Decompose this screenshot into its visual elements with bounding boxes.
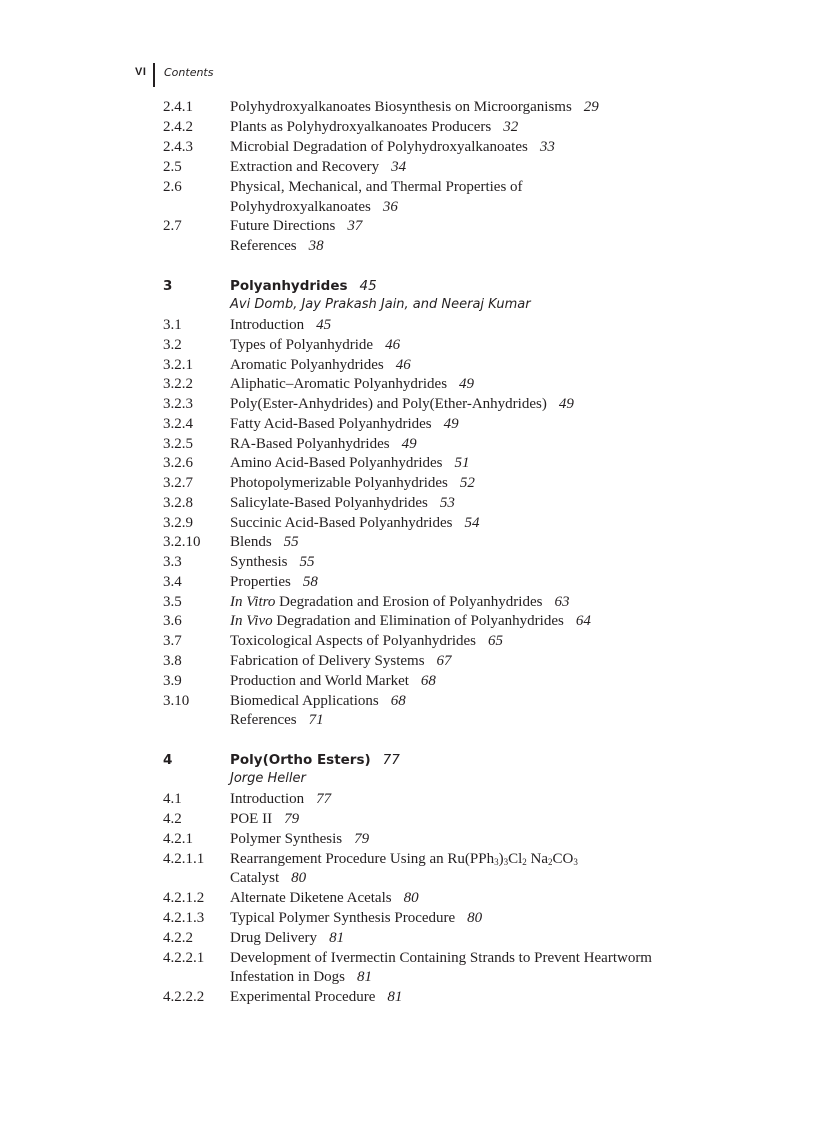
section-title: References 71 (230, 712, 324, 728)
section-title: Experimental Procedure 81 (230, 989, 403, 1005)
page-ref: 81 (356, 969, 372, 985)
section-title: In Vitro Degradation and Erosion of Polyanhydrides 63 (230, 594, 570, 610)
page-ref: 45 (359, 278, 377, 294)
section-title: Biomedical Applications 68 (230, 693, 406, 709)
section-title: References 38 (230, 238, 324, 254)
section-title: Synthesis 55 (230, 554, 315, 570)
section-title: Drug Delivery 81 (230, 930, 345, 946)
section-title: Introduction 45 (230, 317, 332, 333)
section-number: 2.5 (163, 159, 182, 175)
page-ref: 77 (382, 752, 400, 768)
page-ref: 53 (439, 495, 455, 511)
section-number: 4.2.1 (163, 831, 193, 847)
chapter-title: Poly(Ortho Esters) 77 (230, 752, 400, 768)
page-ref: 68 (420, 673, 436, 689)
page-ref: 80 (467, 910, 483, 926)
section-number: 3.4 (163, 574, 182, 590)
section-number: 4.2 (163, 811, 182, 827)
chapter-number: 3 (163, 278, 173, 294)
page-ref: 33 (539, 139, 555, 155)
page-ref: 36 (382, 199, 398, 215)
section-title: Polyhydroxyalkanoates 36 (230, 199, 398, 215)
section-number: 3.2.2 (163, 376, 193, 392)
page-ref: 46 (395, 357, 411, 373)
section-number: 3.1 (163, 317, 182, 333)
section-title: Properties 58 (230, 574, 318, 590)
section-title: Aromatic Polyanhydrides 46 (230, 357, 411, 373)
page-ref: 68 (390, 693, 406, 709)
section-number: 3.2.10 (163, 534, 201, 550)
section-title: Salicylate-Based Polyanhydrides 53 (230, 495, 455, 511)
section-number: 3.9 (163, 673, 182, 689)
page-number: VI (135, 66, 147, 78)
header-rule (153, 63, 155, 87)
page-ref: 79 (354, 831, 370, 847)
section-title: Poly(Ester-Anhydrides) and Poly(Ether-Anhydrides) 49 (230, 396, 574, 412)
section-number: 3.10 (163, 693, 190, 709)
page-ref: 34 (391, 159, 407, 175)
running-title: Contents (164, 66, 214, 79)
section-title: Polymer Synthesis 79 (230, 831, 370, 847)
section-number: 3.2.8 (163, 495, 193, 511)
section-number: 3.3 (163, 554, 182, 570)
section-number: 4.2.2.2 (163, 989, 205, 1005)
page-ref: 81 (387, 989, 403, 1005)
section-number: 4.2.1.1 (163, 851, 205, 867)
section-number: 4.2.1.3 (163, 910, 205, 926)
page-ref: 79 (284, 811, 300, 827)
section-title: Types of Polyanhydride 46 (230, 337, 401, 353)
section-title: Catalyst 80 (230, 870, 307, 886)
page-ref: 51 (454, 455, 470, 471)
section-number: 4.2.2.1 (163, 950, 205, 966)
author-names: Jorge Heller (230, 771, 306, 786)
section-title: Typical Polymer Synthesis Procedure 80 (230, 910, 483, 926)
section-title: Blends 55 (230, 534, 299, 550)
page-ref: 58 (302, 574, 318, 590)
section-number: 2.4.3 (163, 139, 193, 155)
author-names: Avi Domb, Jay Prakash Jain, and Neeraj Kumar (230, 297, 531, 312)
section-title: In Vivo Degradation and Elimination of Polyanhydrides 64 (230, 613, 591, 629)
section-number: 3.2.9 (163, 515, 193, 531)
page-ref: 55 (283, 534, 299, 550)
page-ref: 77 (316, 791, 332, 807)
page-ref: 55 (299, 554, 315, 570)
page-ref: 54 (464, 515, 480, 531)
section-number: 3.6 (163, 613, 182, 629)
section-title: Alternate Diketene Acetals 80 (230, 890, 419, 906)
section-title: Toxicological Aspects of Polyanhydrides 65 (230, 633, 503, 649)
section-number: 3.2.7 (163, 475, 193, 491)
section-title: Photopolymerizable Polyanhydrides 52 (230, 475, 475, 491)
page-ref: 37 (347, 218, 363, 234)
section-number: 4.2.2 (163, 930, 193, 946)
page-ref: 65 (488, 633, 503, 649)
section-number: 3.2.3 (163, 396, 193, 412)
section-title: Fabrication of Delivery Systems 67 (230, 653, 452, 669)
section-title: Physical, Mechanical, and Thermal Properties of (230, 179, 523, 195)
section-number: 3.2.4 (163, 416, 193, 432)
section-title: Succinic Acid-Based Polyanhydrides 54 (230, 515, 480, 531)
page-ref: 46 (385, 337, 401, 353)
section-title: POE II 79 (230, 811, 300, 827)
running-header (133, 63, 433, 87)
page-ref: 71 (308, 712, 324, 728)
section-title: Polyhydroxyalkanoates Biosynthesis on Microorganisms 29 (230, 99, 599, 115)
page-ref: 29 (583, 99, 599, 115)
page-ref: 63 (554, 594, 570, 610)
section-number: 3.8 (163, 653, 182, 669)
section-number: 3.2.6 (163, 455, 193, 471)
section-title: Aliphatic–Aromatic Polyanhydrides 49 (230, 376, 475, 392)
section-title: Future Directions 37 (230, 218, 363, 234)
page-ref: 81 (329, 930, 345, 946)
page-ref: 49 (558, 396, 574, 412)
section-title: Introduction 77 (230, 791, 332, 807)
page-ref: 45 (316, 317, 332, 333)
section-number: 3.5 (163, 594, 182, 610)
section-number: 2.6 (163, 179, 182, 195)
section-title: Production and World Market 68 (230, 673, 436, 689)
section-title: Rearrangement Procedure Using an $Ru(PPh_3)_3Cl_2$ $Na_2CO_3$ (230, 851, 578, 867)
chapter-title: Polyanhydrides 45 (230, 278, 377, 294)
section-number: 2.7 (163, 218, 182, 234)
page-ref: 80 (291, 870, 307, 886)
page-ref: 49 (443, 416, 459, 432)
section-title: RA-Based Polyanhydrides 49 (230, 436, 417, 452)
section-title: Fatty Acid-Based Polyanhydrides 49 (230, 416, 459, 432)
section-number: 3.2.5 (163, 436, 193, 452)
section-number: 4.2.1.2 (163, 890, 205, 906)
page-ref: 67 (436, 653, 452, 669)
page-ref: 32 (503, 119, 519, 135)
section-number: 3.7 (163, 633, 182, 649)
section-number: 3.2 (163, 337, 182, 353)
section-title: Infestation in Dogs 81 (230, 969, 372, 985)
section-title: Amino Acid-Based Polyanhydrides 51 (230, 455, 470, 471)
section-number: 4.1 (163, 791, 182, 807)
page-ref: 49 (401, 436, 417, 452)
section-title: Plants as Polyhydroxyalkanoates Producers 32 (230, 119, 519, 135)
page-ref: 80 (403, 890, 419, 906)
section-title: Extraction and Recovery 34 (230, 159, 407, 175)
section-number: 2.4.1 (163, 99, 193, 115)
section-number: 2.4.2 (163, 119, 193, 135)
chapter-number: 4 (163, 752, 173, 768)
section-title: Development of Ivermectin Containing Strands to Prevent Heartworm (230, 950, 652, 966)
page-ref: 52 (459, 475, 475, 491)
page-ref: 38 (308, 238, 324, 254)
section-number: 3.2.1 (163, 357, 193, 373)
page-ref: 64 (575, 613, 591, 629)
page-ref: 49 (459, 376, 475, 392)
section-title: Microbial Degradation of Polyhydroxyalkanoates 33 (230, 139, 555, 155)
